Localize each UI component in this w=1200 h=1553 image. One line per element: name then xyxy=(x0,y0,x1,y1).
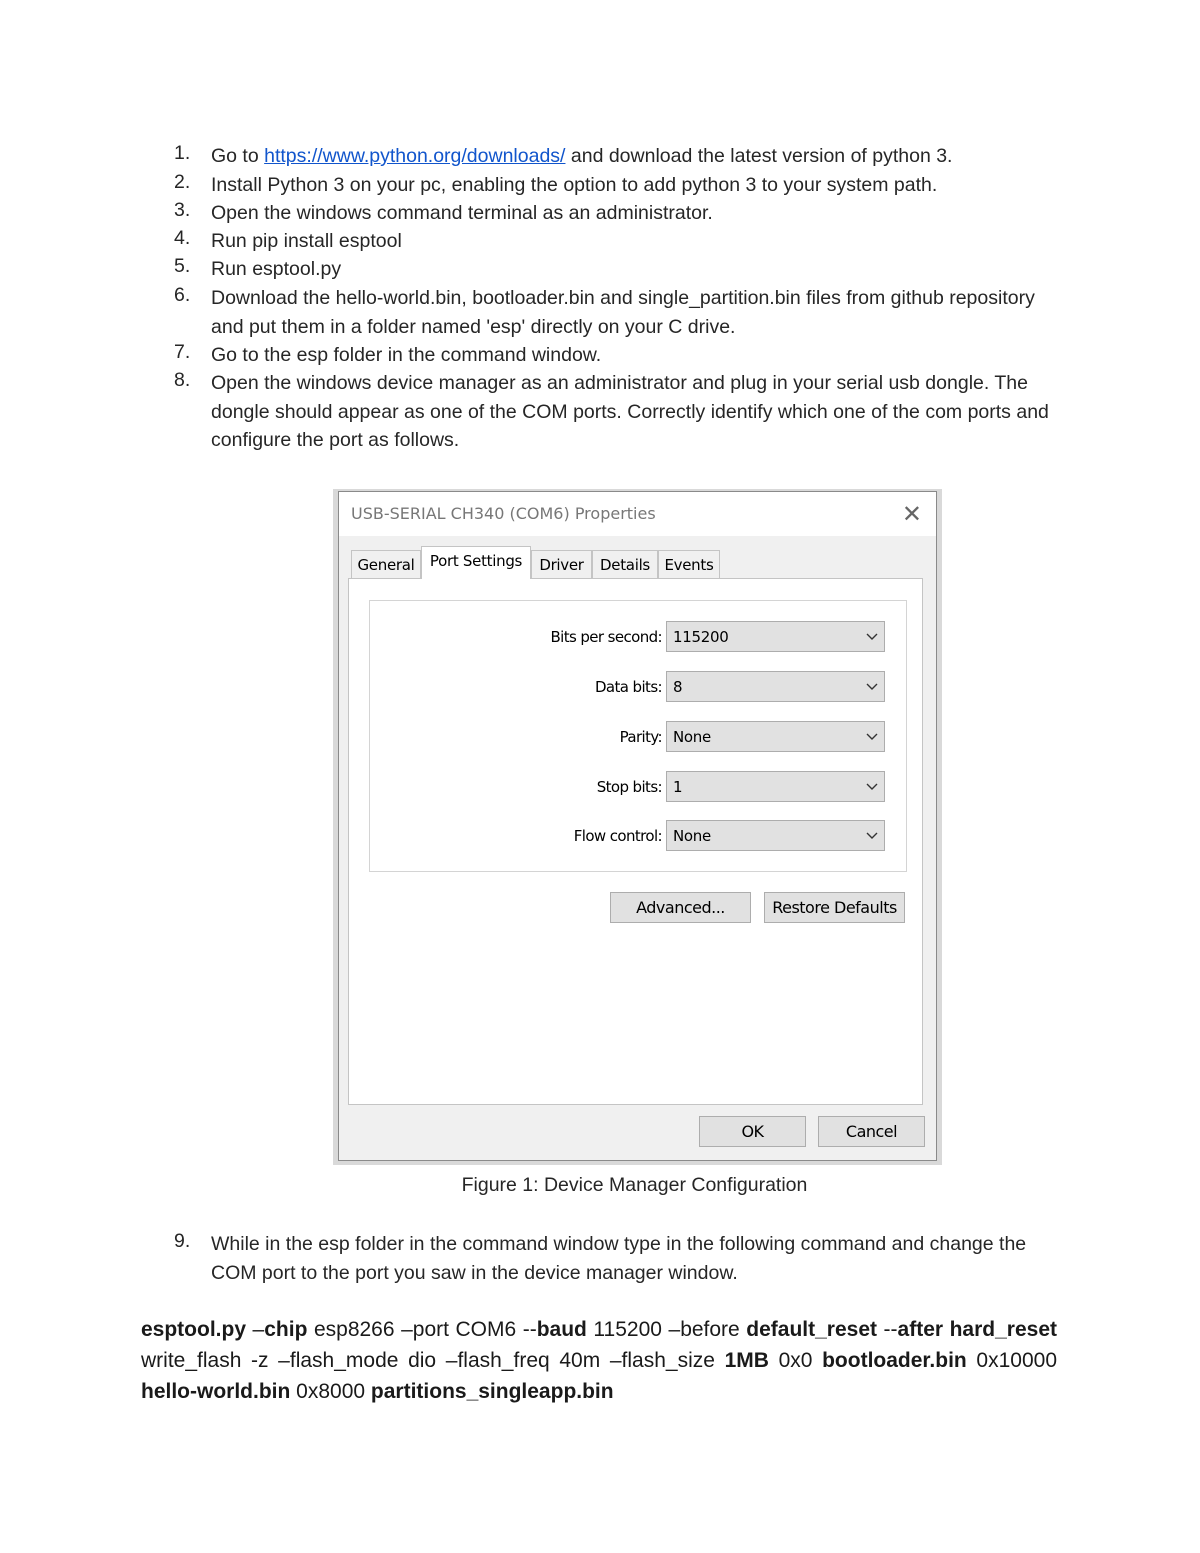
command-token: bootloader.bin xyxy=(822,1349,967,1372)
port-properties-dialog xyxy=(338,491,937,1161)
command-token: port xyxy=(412,1318,449,1341)
select-value: 115200 xyxy=(673,628,729,646)
step-number: 2. xyxy=(174,171,191,193)
parity-row xyxy=(370,721,908,753)
select-value: 1 xyxy=(673,778,683,796)
command-token: write_flash -z – xyxy=(141,1349,290,1372)
command-token: 0x10000 xyxy=(966,1349,1057,1372)
data-bits-select[interactable] xyxy=(666,671,885,702)
select-value: None xyxy=(673,827,711,845)
command-token: flash_freq xyxy=(457,1349,550,1372)
close-icon[interactable]: ✕ xyxy=(901,500,922,528)
step-number: 4. xyxy=(174,227,191,249)
step-number: 1. xyxy=(174,142,191,164)
command-token: after xyxy=(897,1318,944,1341)
step-number: 3. xyxy=(174,199,191,221)
field-label: Parity: xyxy=(619,728,662,746)
command-token: hello-world.bin xyxy=(141,1380,291,1403)
chevron-down-icon xyxy=(866,632,878,642)
command-token: 1MB xyxy=(724,1349,769,1372)
step-text: Go to xyxy=(211,145,265,167)
command-token: partitions_singleapp.bin xyxy=(370,1380,614,1403)
select-value: None xyxy=(673,728,711,746)
stop-bits-select[interactable] xyxy=(666,771,885,802)
stop-bits-row xyxy=(370,771,908,803)
tab-driver[interactable]: Driver xyxy=(531,550,592,578)
tab-events[interactable]: Events xyxy=(658,550,720,578)
dialog-title: USB-SERIAL CH340 (COM6) Properties xyxy=(351,504,656,523)
command-token xyxy=(715,1349,725,1372)
step-number: 5. xyxy=(174,255,191,277)
esptool-command xyxy=(141,1314,1057,1407)
tab-general[interactable]: General xyxy=(351,550,421,578)
step-text: Open the windows command terminal as an administrator. xyxy=(211,202,713,224)
chevron-down-icon xyxy=(866,831,878,841)
command-token: 0x8000 xyxy=(290,1380,371,1403)
step-text: Run esptool.py xyxy=(211,258,342,280)
restore-defaults-button[interactable]: Restore Defaults xyxy=(764,892,905,923)
command-token: chip xyxy=(264,1318,308,1341)
flow-control-select[interactable] xyxy=(666,820,885,851)
chevron-down-icon xyxy=(866,782,878,792)
command-token: dio – xyxy=(398,1349,458,1372)
chevron-down-icon xyxy=(866,682,878,692)
figure-caption: Figure 1: Device Manager Configuration xyxy=(461,1174,808,1196)
flow-control-row xyxy=(370,820,908,852)
data-bits-row xyxy=(370,671,908,703)
command-token: esptool.py xyxy=(141,1318,247,1341)
step-text: Open the windows device manager as an administrator and plug in your serial usb dongle. The dongle should appear as one of the COM ports. Correctly identify which one of the com ports and configure the port as follows. xyxy=(211,372,1049,451)
command-token: 115200 xyxy=(593,1318,662,1341)
step-number: 9. xyxy=(174,1230,191,1252)
step-number: 6. xyxy=(174,284,191,306)
ok-button[interactable]: OK xyxy=(699,1116,806,1147)
chevron-down-icon xyxy=(866,732,878,742)
command-token: esp8266 – xyxy=(307,1318,413,1341)
python-downloads-link[interactable]: https://www.python.org/downloads/ xyxy=(264,145,566,167)
select-value: 8 xyxy=(673,678,683,696)
bits-per-second-select[interactable] xyxy=(666,621,885,652)
dialog-titlebar xyxy=(339,492,936,536)
step-text: Install Python 3 on your pc, enabling the option to add python 3 to your system path. xyxy=(211,174,938,196)
step-number: 7. xyxy=(174,341,191,363)
command-token: baud xyxy=(536,1318,587,1341)
command-token: -- xyxy=(877,1318,898,1341)
command-token: flash_size xyxy=(621,1349,715,1372)
field-label: Flow control: xyxy=(573,827,662,845)
step-text: Run pip install esptool xyxy=(211,230,402,252)
field-label: Data bits: xyxy=(594,678,662,696)
advanced-button[interactable]: Advanced... xyxy=(610,892,751,923)
step-text: Go to the esp folder in the command window. xyxy=(211,344,602,366)
command-token: 40m – xyxy=(549,1349,622,1372)
command-token: – xyxy=(246,1318,265,1341)
parity-select[interactable] xyxy=(666,721,885,752)
bits-per-second-row xyxy=(370,621,908,653)
tab-details[interactable]: Details xyxy=(592,550,658,578)
tab-port-settings[interactable]: Port Settings xyxy=(421,546,531,579)
step-text: and download the latest version of python 3. xyxy=(565,145,953,167)
command-token: before xyxy=(680,1318,740,1341)
step-text: Download the hello-world.bin, bootloader.bin and single_partition.bin files from github repository and put them in a folder named 'esp' directly on your C drive. xyxy=(211,287,1035,338)
step-text: While in the esp folder in the command window type in the following command and change the COM port to the port you saw in the device manager window. xyxy=(211,1233,1027,1284)
settings-group xyxy=(369,600,907,872)
command-token: – xyxy=(661,1318,681,1341)
step-number: 8. xyxy=(174,369,191,391)
cancel-button[interactable]: Cancel xyxy=(818,1116,925,1147)
command-token: COM6 -- xyxy=(448,1318,537,1341)
port-settings-panel xyxy=(348,578,923,1105)
command-token: hard_reset xyxy=(949,1318,1057,1341)
field-label: Bits per second: xyxy=(550,628,662,646)
command-token: default_reset xyxy=(746,1318,877,1341)
command-token: 0x0 xyxy=(768,1349,823,1372)
command-token: flash_mode xyxy=(289,1349,399,1372)
field-label: Stop bits: xyxy=(596,778,662,796)
